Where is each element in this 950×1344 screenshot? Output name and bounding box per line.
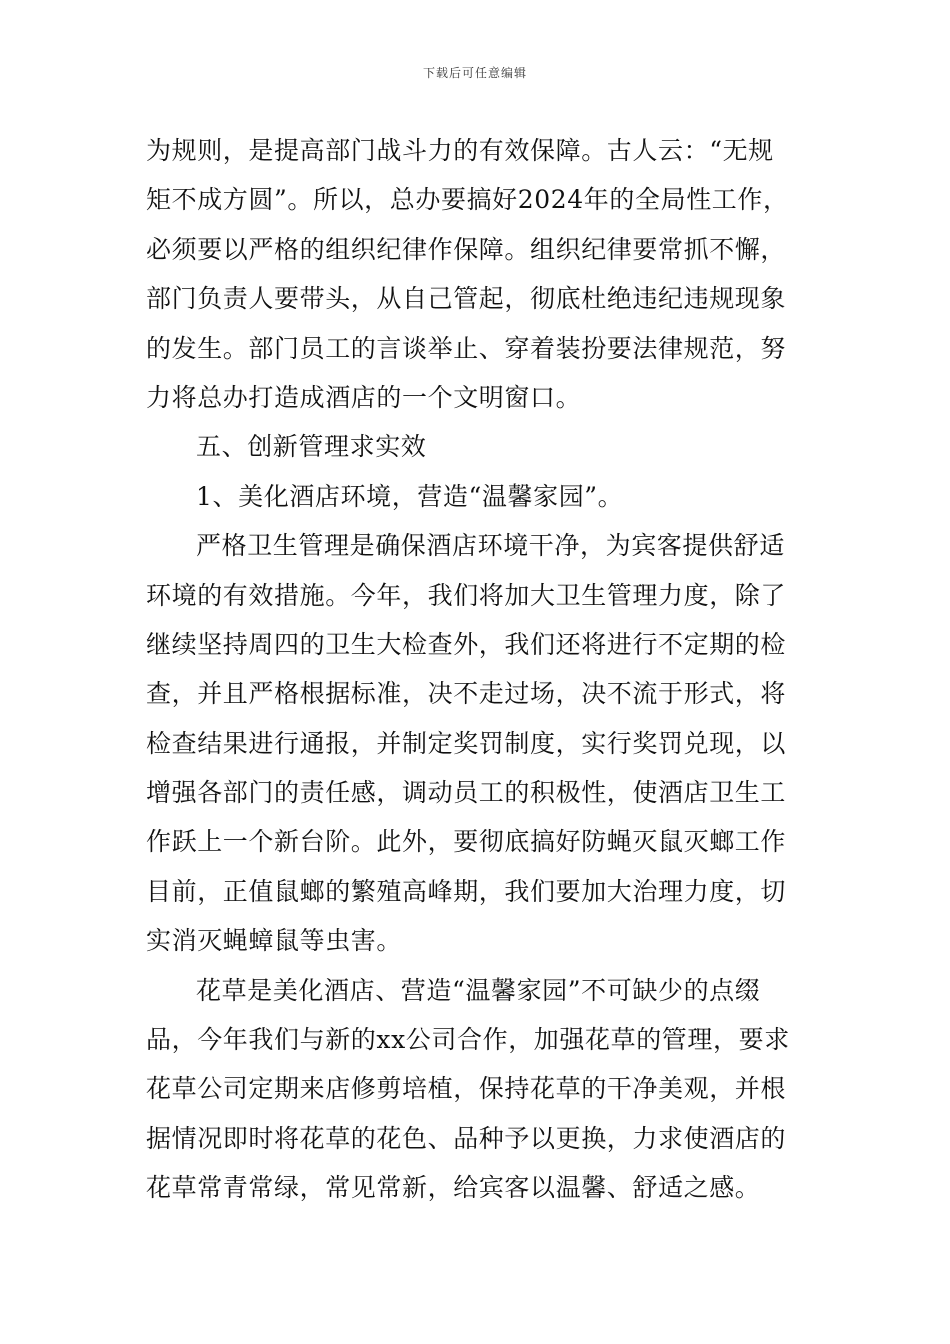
paragraph — [146, 966, 814, 1213]
text-line: 品，今年我们与新的xx公司合作，加强花草的管理，要求 — [146, 1025, 790, 1055]
document-body — [146, 126, 814, 1213]
text-line: 五、创新管理求实效 — [196, 432, 427, 462]
text-line: 检查结果进行通报，并制定奖罚制度，实行奖罚兑现，以 — [146, 728, 787, 758]
text-line: 花草公司定期来店修剪培植，保持花草的干净美观，并根 — [146, 1074, 787, 1104]
text-line: 作跃上一个新台阶。此外，要彻底搞好防蝇灭鼠灭螂工作 — [146, 827, 787, 857]
text-line: 矩不成方圆”。所以，总办要搞好2024年的全局性工作， — [146, 185, 789, 215]
page-header: 下载后可任意编辑 — [422, 66, 527, 80]
text-line: 力将总办打造成酒店的一个文明窗口。 — [146, 382, 582, 412]
text-line: 1、美化酒店环境，营造“温馨家园”。 — [196, 481, 624, 511]
paragraph — [146, 126, 814, 422]
paragraph — [146, 472, 814, 521]
text-line: 增强各部门的责任感，调动员工的积极性，使酒店卫生工 — [146, 778, 787, 808]
text-line: 的发生。部门员工的言谈举止、穿着装扮要法律规范，努 — [146, 333, 787, 363]
text-line: 严格卫生管理是确保酒店环境干净，为宾客提供舒适 — [196, 531, 785, 561]
paragraph — [146, 422, 814, 471]
text-line: 继续坚持周四的卫生大检查外，我们还将进行不定期的检 — [146, 629, 787, 659]
text-line: 为规则，是提高部门战斗力的有效保障。古人云：“无规 — [146, 136, 774, 165]
text-line: 目前，正值鼠螂的繁殖高峰期，我们要加大治理力度，切 — [146, 876, 787, 906]
text-line: 据情况即时将花草的花色、品种予以更换，力求使酒店的 — [146, 1123, 787, 1153]
text-line: 实消灭蝇蟑鼠等虫害。 — [146, 926, 403, 956]
text-line: 花草常青常绿，常见常新，给宾客以温馨、舒适之感。 — [146, 1173, 761, 1203]
text-line: 必须要以严格的组织纪律作保障。组织纪律要常抓不懈， — [146, 234, 787, 264]
text-line: 花草是美化酒店、营造“温馨家园”不可缺少的点缀 — [196, 975, 761, 1005]
text-line: 查，并且严格根据标准，决不走过场，决不流于形式，将 — [146, 679, 787, 709]
text-line: 环境的有效措施。今年，我们将加大卫生管理力度，除了 — [146, 580, 787, 610]
text-line: 部门负责人要带头，从自己管起，彻底杜绝违纪违规现象 — [146, 284, 787, 314]
paragraph — [146, 521, 814, 966]
